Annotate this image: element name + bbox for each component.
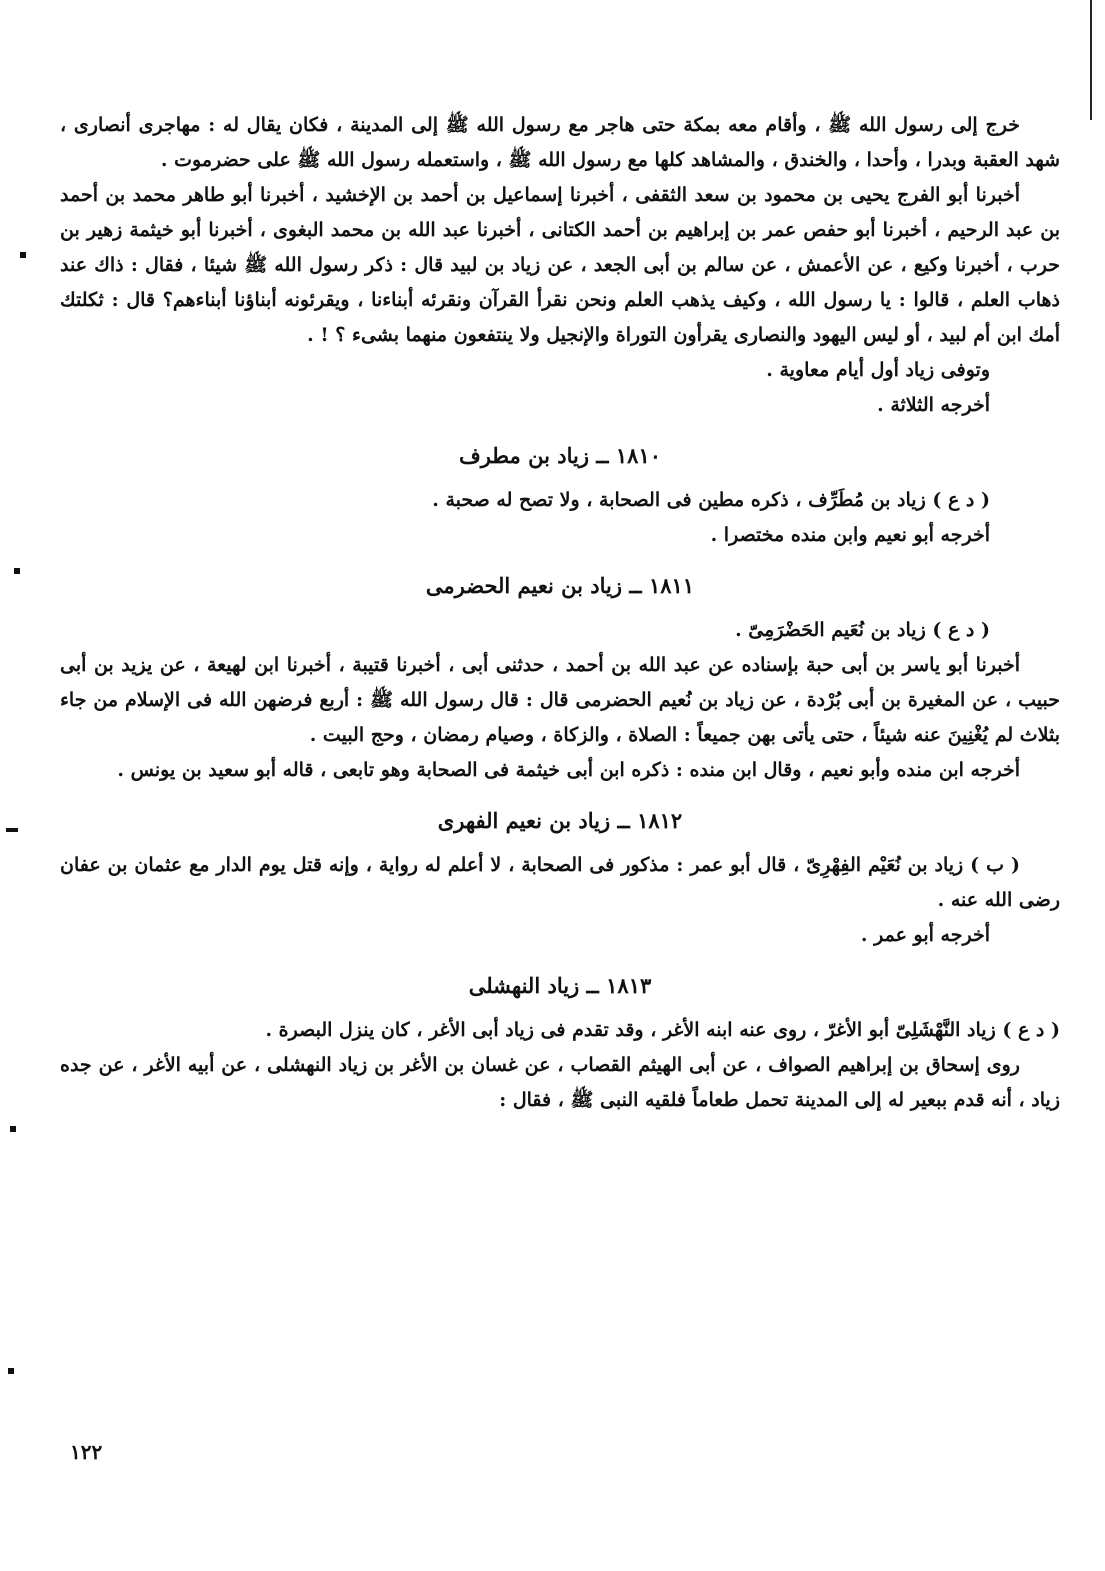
- paragraph: أخرجه الثلاثة .: [877, 394, 990, 416]
- paragraph: خرج إلى رسول الله ﷺ ، وأقام معه بمكة حتى هاجر مع رسول الله ﷺ إلى المدينة ، فكان يقال له : مهاجرى أنصارى ، شهد العقبة وبدرا ، وأحدا ، والخندق ، والمشاهد كلها مع رسول الله ﷺ ، واستعمله رسول الله ﷺ على حضرموت .: [60, 114, 1060, 171]
- paragraph: أخرجه أبو نعيم وابن منده مختصرا .: [710, 524, 990, 546]
- paragraph: أخبرنا أبو ياسر بن أبى حبة بإسناده عن عبد الله بن أحمد ، حدثنى أبى ، أخبرنا قتيبة ، أخبرنا ابن لهيعة ، عن يزيد بن أبى حبيب ، عن المغيرة بن أبى بُرْدة ، عن زياد بن نُعيم الحضرمى قال : قال رسول الله ﷺ : أربع فرضهن الله فى الإسلام من جاء بثلاث لم يُغْنِينَ عنه شيئاً ، حتى يأتى بهن جميعاً : الصلاة ، والزكاة ، وصيام رمضان ، وحج البيت .: [60, 654, 1060, 746]
- entry-heading: ١٨١٠ ــ زياد بن مطرف: [458, 443, 662, 468]
- entry-heading: ١٨١٣ ــ زياد النهشلى: [468, 973, 652, 998]
- paragraph: ( د ع ) زياد بن مُطَرِّف ، ذكره مطين فى الصحابة ، ولا تصح له صحبة .: [432, 489, 990, 511]
- paragraph: ( د ع ) زياد بن نُعَيم الحَضْرَمِىّ .: [735, 619, 990, 641]
- paragraph: روى إسحاق بن إبراهيم الصواف ، عن أبى الهيثم القصاب ، عن غسان بن الأغر بن زياد النهشلى ، عن أبيه الأغر ، عن جده زياد ، أنه قدم ببعير له إلى المدينة تحمل طعاماً فلقيه النبى ﷺ ، فقال :: [60, 1054, 1060, 1111]
- margin-mark: [20, 252, 26, 258]
- margin-mark: [8, 1368, 14, 1374]
- page-number: ١٢٢: [70, 1440, 103, 1464]
- paragraph: أخرجه أبو عمر .: [860, 924, 990, 946]
- paragraph: ( د ع ) زياد النَّهْشَلِىّ أبو الأغرّ ، روى عنه ابنه الأغر ، وقد تقدم فى زياد أبى الأغر ، كان ينزل البصرة .: [265, 1019, 1060, 1041]
- paragraph: أخبرنا أبو الفرج يحيى بن محمود بن سعد الثقفى ، أخبرنا إسماعيل بن أحمد بن الإخشيد ، أخبرنا أبو طاهر محمد بن أحمد بن عبد الرحيم ، أخبرنا أبو حفص عمر بن إبراهيم بن أحمد الكتانى ، أخبرنا عبد الله بن محمد البغوى ، أخبرنا أبو خيثمة زهير بن حرب ، أخبرنا وكيع ، عن الأعمش ، عن سالم بن أبى الجعد ، عن زياد بن لبيد قال : ذكر رسول الله ﷺ شيئا ، فقال : ذاك عند ذهاب العلم ، قالوا : يا رسول الله ، وكيف يذهب العلم ونحن نقرأ القرآن ونقرئه أبناءنا ، ويقرئونه أبناؤنا أبناءهم؟ قال : ثكلتك أمك ابن أم لبيد ، أو ليس اليهود والنصارى يقرأون التوراة والإنجيل ولا ينتفعون منهما بشىء ؟ ! .: [60, 184, 1060, 346]
- margin-mark: [10, 1126, 16, 1132]
- paragraph: أخرجه ابن منده وأبو نعيم ، وقال ابن منده : ذكره ابن أبى خيثمة فى الصحابة وهو تابعى ، قاله أبو سعيد بن يونس .: [117, 759, 1020, 781]
- paragraph: وتوفى زياد أول أيام معاوية .: [766, 359, 990, 381]
- margin-mark: [6, 828, 18, 832]
- page-edge-rule: [1090, 0, 1092, 120]
- margin-mark: [14, 568, 20, 574]
- entry-heading: ١٨١٢ ــ زياد بن نعيم الفهرى: [437, 808, 683, 833]
- page-body: [60, 108, 1060, 1118]
- entry-heading: ١٨١١ ــ زياد بن نعيم الحضرمى: [425, 573, 695, 598]
- paragraph: ( ب ) زياد بن نُعَيْم الفِهْرِىّ ، قال أبو عمر : مذكور فى الصحابة ، لا أعلم له رواية ، وإنه قتل يوم الدار مع عثمان بن عفان رضى الله عنه .: [60, 854, 1060, 911]
